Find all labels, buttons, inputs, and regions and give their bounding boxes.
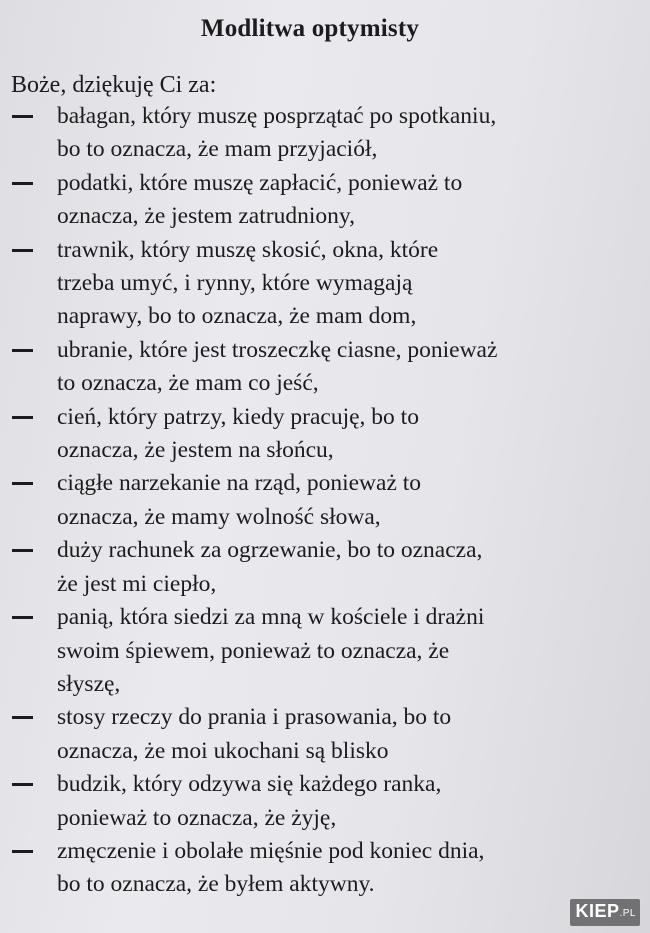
list-item xyxy=(0,601,650,701)
document-title: Modlitwa optymisty xyxy=(200,15,420,42)
list-item-line: panią, która siedzi za mną w kościele i drażni xyxy=(57,604,485,631)
dash-bullet xyxy=(12,716,33,719)
list-item-line: ubranie, które jest troszeczkę ciasne, ponieważ xyxy=(57,336,498,363)
dash-bullet xyxy=(12,349,33,352)
list-item xyxy=(0,467,650,534)
list-item-line: cień, który patrzy, kiedy pracuję, bo to xyxy=(57,403,419,430)
list-item xyxy=(0,334,650,401)
list-item xyxy=(0,768,650,835)
list-item-line: duży rachunek za ogrzewanie, bo to oznacza, xyxy=(57,537,483,564)
list-item-line: ponieważ to oznacza, że żyję, xyxy=(57,804,337,831)
dash-bullet xyxy=(12,549,33,552)
dash-bullet xyxy=(12,182,33,185)
list-item-line: słyszę, xyxy=(57,670,121,697)
list-item-line: zmęczenie i obolałe mięśnie pod koniec dnia, xyxy=(57,837,485,864)
list-item-line: trzeba umyć, i rynny, które wymagają xyxy=(57,270,413,297)
dash-bullet xyxy=(12,616,33,619)
list-item-line: to oznacza, że mam co jeść, xyxy=(57,370,319,397)
list-item-line: oznacza, że jestem zatrudniony, xyxy=(57,203,355,230)
list-item-line: naprawy, bo to oznacza, że mam dom, xyxy=(57,303,417,330)
watermark-brand: KIEP xyxy=(575,901,620,921)
list-item-line: podatki, które muszę zapłacić, ponieważ to xyxy=(57,169,463,196)
list-item-line: stosy rzeczy do prania i prasowania, bo to xyxy=(57,704,452,731)
dash-bullet xyxy=(12,416,33,419)
dash-bullet xyxy=(12,249,33,252)
dash-bullet xyxy=(12,850,33,853)
list-item xyxy=(0,100,650,167)
list-item-line: budzik, który odzywa się każdego ranka, xyxy=(57,771,442,798)
list-item-line: bo to oznacza, że byłem aktywny. xyxy=(57,871,375,898)
list-item xyxy=(0,401,650,468)
dash-bullet xyxy=(12,115,33,118)
list-item-line: ciągłe narzekanie na rząd, ponieważ to xyxy=(57,470,422,497)
list-item-line: oznacza, że mamy wolność słowa, xyxy=(57,503,381,530)
list-item xyxy=(0,234,650,334)
intro-line: Boże, dziękuję Ci za: xyxy=(11,72,217,98)
list-item xyxy=(0,534,650,601)
list-item-line: oznacza, że jestem na słońcu, xyxy=(57,437,334,464)
list-item-line: swoim śpiewem, ponieważ to oznacza, że xyxy=(57,637,450,664)
dash-bullet xyxy=(12,783,33,786)
list-item-line: bo to oznacza, że mam przyjaciół, xyxy=(57,136,378,163)
watermark-tld: .PL xyxy=(619,908,636,919)
prayer-list xyxy=(0,100,650,902)
list-item-line: że jest mi ciepło, xyxy=(57,570,217,597)
list-item-line: bałagan, który muszę posprzątać po spotkaniu, xyxy=(57,103,497,129)
kiep-watermark xyxy=(570,899,640,926)
list-item xyxy=(0,167,650,234)
list-item xyxy=(0,835,650,902)
dash-bullet xyxy=(12,482,33,485)
list-item xyxy=(0,701,650,768)
list-item-line: oznacza, że moi ukochani są blisko xyxy=(57,737,389,764)
list-item-line: trawnik, który muszę skosić, okna, które xyxy=(57,236,439,263)
